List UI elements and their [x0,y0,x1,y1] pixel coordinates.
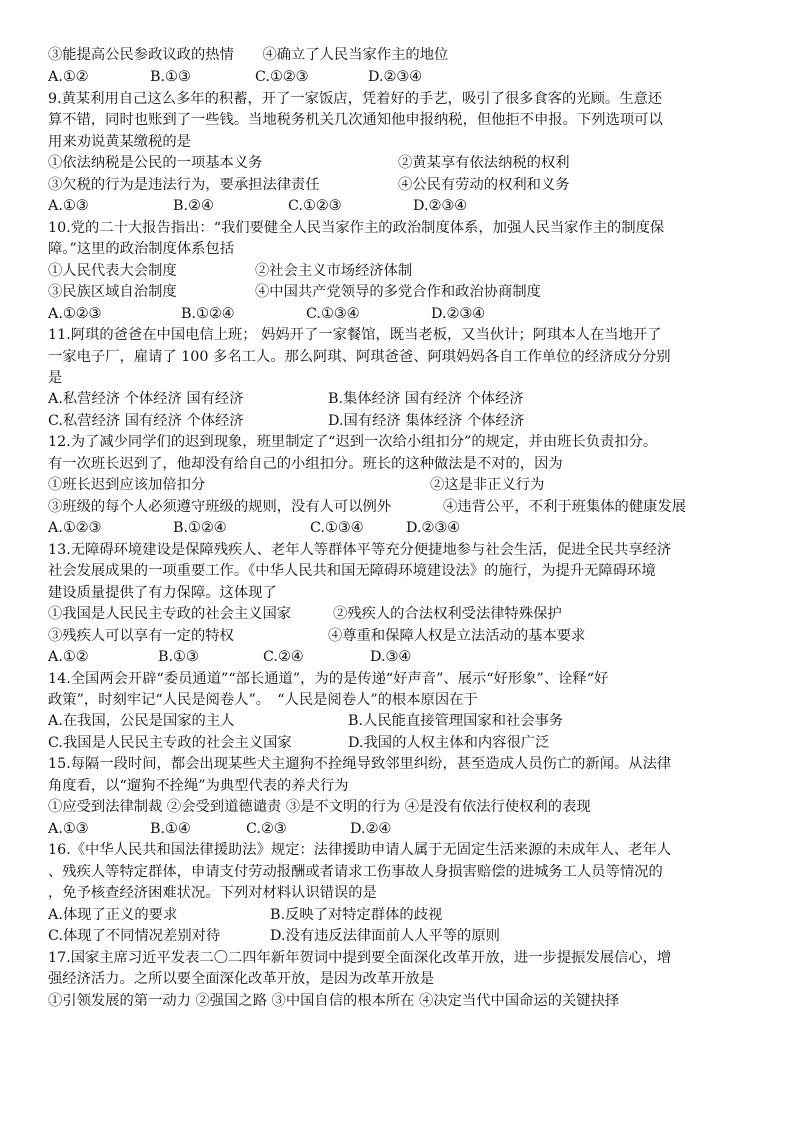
question-9-stem: 用来劝说黄某缴税的是 [48,134,191,150]
statement: ③残疾人可以享有一定的特权 [48,628,234,644]
question-17-stem: 17.国家主席习近平发表二〇二四年新年贺词中提到要全面深化改革开放，进一步提振发展信心，增 [48,950,672,966]
choice-a: A.①② [48,69,89,85]
statement: ③民族区域自治制度 [48,284,177,300]
choice-a: A.①②③ [48,306,102,322]
question-15-stem: 角度看，以“遛狗不拴绳”为典型代表的养犬行为 [48,778,349,794]
statement: ②这是非正义行为 [430,477,545,493]
choice-b: B.①②④ [173,520,227,536]
statement: ①我国是人民民主专政的社会主义国家 [48,606,292,622]
choice-c: C.①③④ [310,520,364,536]
choice-b: B.人民能直接管理国家和社会事务 [348,713,564,729]
choice-c: C.私营经济 国有经济 个体经济 [48,413,244,429]
statement: ①班长迟到应该加倍扣分 [48,477,206,493]
choice-b: B.①②④ [181,306,235,322]
choice-d: D.②③④ [431,306,485,322]
choice-a: A.①②③ [48,520,102,536]
question-11-stem: 一家电子厂，雇请了 100 多名工人。那么阿琪、阿琪爸爸、阿琪妈妈各自工作单位的经济成分分别 [48,349,671,365]
question-14-stem: 政策”，时刻牢记“人民是阅卷人”。 “人民是阅卷人”的根本原因在于 [48,692,478,708]
choice-b: B.②④ [173,198,214,214]
choice-d: D.②③④ [406,520,460,536]
choice-d: D.国有经济 集体经济 个体经济 [328,413,525,429]
choice-b: B.反映了对特定群体的歧视 [270,907,443,923]
question-10-stem: 10.党的二十大报告指出：“我们要健全人民当家作主的政治制度体系，加强人民当家作主的制度保 [48,220,665,236]
choice-b: B.①③ [150,69,191,85]
statement: ④公民有劳动的权利和义务 [398,177,570,193]
statement: ③班级的每个人必须遵守班级的规则，没有人可以例外 [48,499,392,515]
question-14-stem: 14.全国两会开辟“委员通道”“部长通道”，为的是传递“好声音”、展示“好形象”、诠释“好 [48,671,609,687]
question-16-stem: 16.《中华人民共和国法律援助法》规定：法律援助申请人属于无固定生活来源的未成年人、老年人 [48,842,672,858]
statement: ①人民代表大会制度 [48,263,177,279]
choice-d: D.②③④ [368,69,422,85]
question-16-stem: 、残疾人等特定群体，申请支付劳动报酬或者请求工伤事故人身损害赔偿的进城务工人员等情况的 [48,864,663,880]
question-12-stem: 有一次班长迟到了，他却没有给自己的小组扣分。班长的这种做法是不对的，因为 [48,456,563,472]
choice-c: C.②③ [246,821,287,837]
choice-d: D.②③④ [413,198,467,214]
choice-c: C.①③④ [306,306,360,322]
statement: ②残疾人的合法权利受法律特殊保护 [333,606,562,622]
question-12-stem: 12.为了减少同学们的迟到现象，班里制定了“迟到一次给小组扣分”的规定，并由班长负责扣分。 [48,434,658,450]
question-13-stem: 13.无障碍环境建设是保障残疾人、老年人等群体平等充分便捷地参与社会生活，促进全民共享经济 [48,542,672,558]
choice-d: D.我国的人权主体和内容很广泛 [348,735,550,751]
choice-a: A.体现了正义的要求 [48,907,178,923]
choice-d: D.没有违反法律面前人人平等的原则 [270,928,500,944]
statement: ③欠税的行为是违法行为，要承担法律责任 [48,177,320,193]
choice-a: A.①③ [48,198,89,214]
question-11-stem: 是 [48,370,63,386]
choice-c: C.②④ [263,649,304,665]
choice-a: A.在我国，公民是国家的主人 [48,713,235,729]
choice-b: B.集体经济 国有经济 个体经济 [328,391,524,407]
choice-c: C.我国是人民民主专政的社会主义国家 [48,735,292,751]
choice-c: C.①②③ [288,198,342,214]
question-15-stem: 15.每隔一段时间，都会出现某些犬主遛狗不拴绳导致邻里纠纷，甚至造成人员伤亡的新闻。从法律 [48,756,672,772]
choice-a: A.①③ [48,821,89,837]
choice-c: C.体现了不同情况差别对待 [48,928,221,944]
statement: ①依法纳税是公民的一项基本义务 [48,155,263,171]
question-13-stem: 建设质量提供了有力保障。这体现了 [48,585,277,601]
tail-statements: ③能提高公民参政议政的热情 ④确立了人民当家作主的地位 [48,47,449,63]
question-15-statements: ①应受到法律制裁 ②会受到道德谴责 ③是不文明的行为 ④是没有依法行使权利的表现 [48,799,591,815]
question-9-stem: 算不错，同时也账到了一些钱。当地税务机关几次通知他申报纳税，但他拒不申报。下列选项可以 [48,112,663,128]
choice-b: B.①③ [158,649,199,665]
question-13-stem: 社会发展成果的一项重要工作。《中华人民共和国无障碍环境建设法》的施行，为提升无障碍环境 [48,563,656,579]
statement: ②社会主义市场经济体制 [255,263,413,279]
question-17-stem: 强经济活力。之所以要全面深化改革开放，是因为改革开放是 [48,971,435,987]
question-9-stem: 9.黄某利用自己这么多年的积蓄，开了一家饭店，凭着好的手艺，吸引了很多食客的光顾。生意还 [48,91,663,107]
choice-a: A.①② [48,649,89,665]
statement: ④违背公平，不利于班集体的健康发展 [443,499,687,515]
choice-c: C.①②③ [255,69,309,85]
statement: ④中国共产党领导的多党合作和政治协商制度 [255,284,541,300]
question-10-stem: 障。”这里的政治制度体系包括 [48,241,235,257]
question-11-stem: 11.阿琪的爸爸在中国电信上班； 妈妈开了一家餐馆，既当老板，又当伙计；阿琪本人在当地开了 [48,327,662,343]
question-17-statements: ①引领发展的第一动力 ②强国之路 ③中国自信的根本所在 ④决定当代中国命运的关键抉择 [48,993,620,1009]
statement: ②黄某享有依法纳税的权利 [398,155,570,171]
question-16-stem: ，免予核查经济困难状况。下列对材料认识错误的是 [48,885,377,901]
statement: ④尊重和保障人权是立法活动的基本要求 [328,628,586,644]
choice-a: A.私营经济 个体经济 国有经济 [48,391,244,407]
choice-b: B.①④ [150,821,191,837]
choice-d: D.③④ [370,649,412,665]
choice-d: D.②④ [350,821,392,837]
